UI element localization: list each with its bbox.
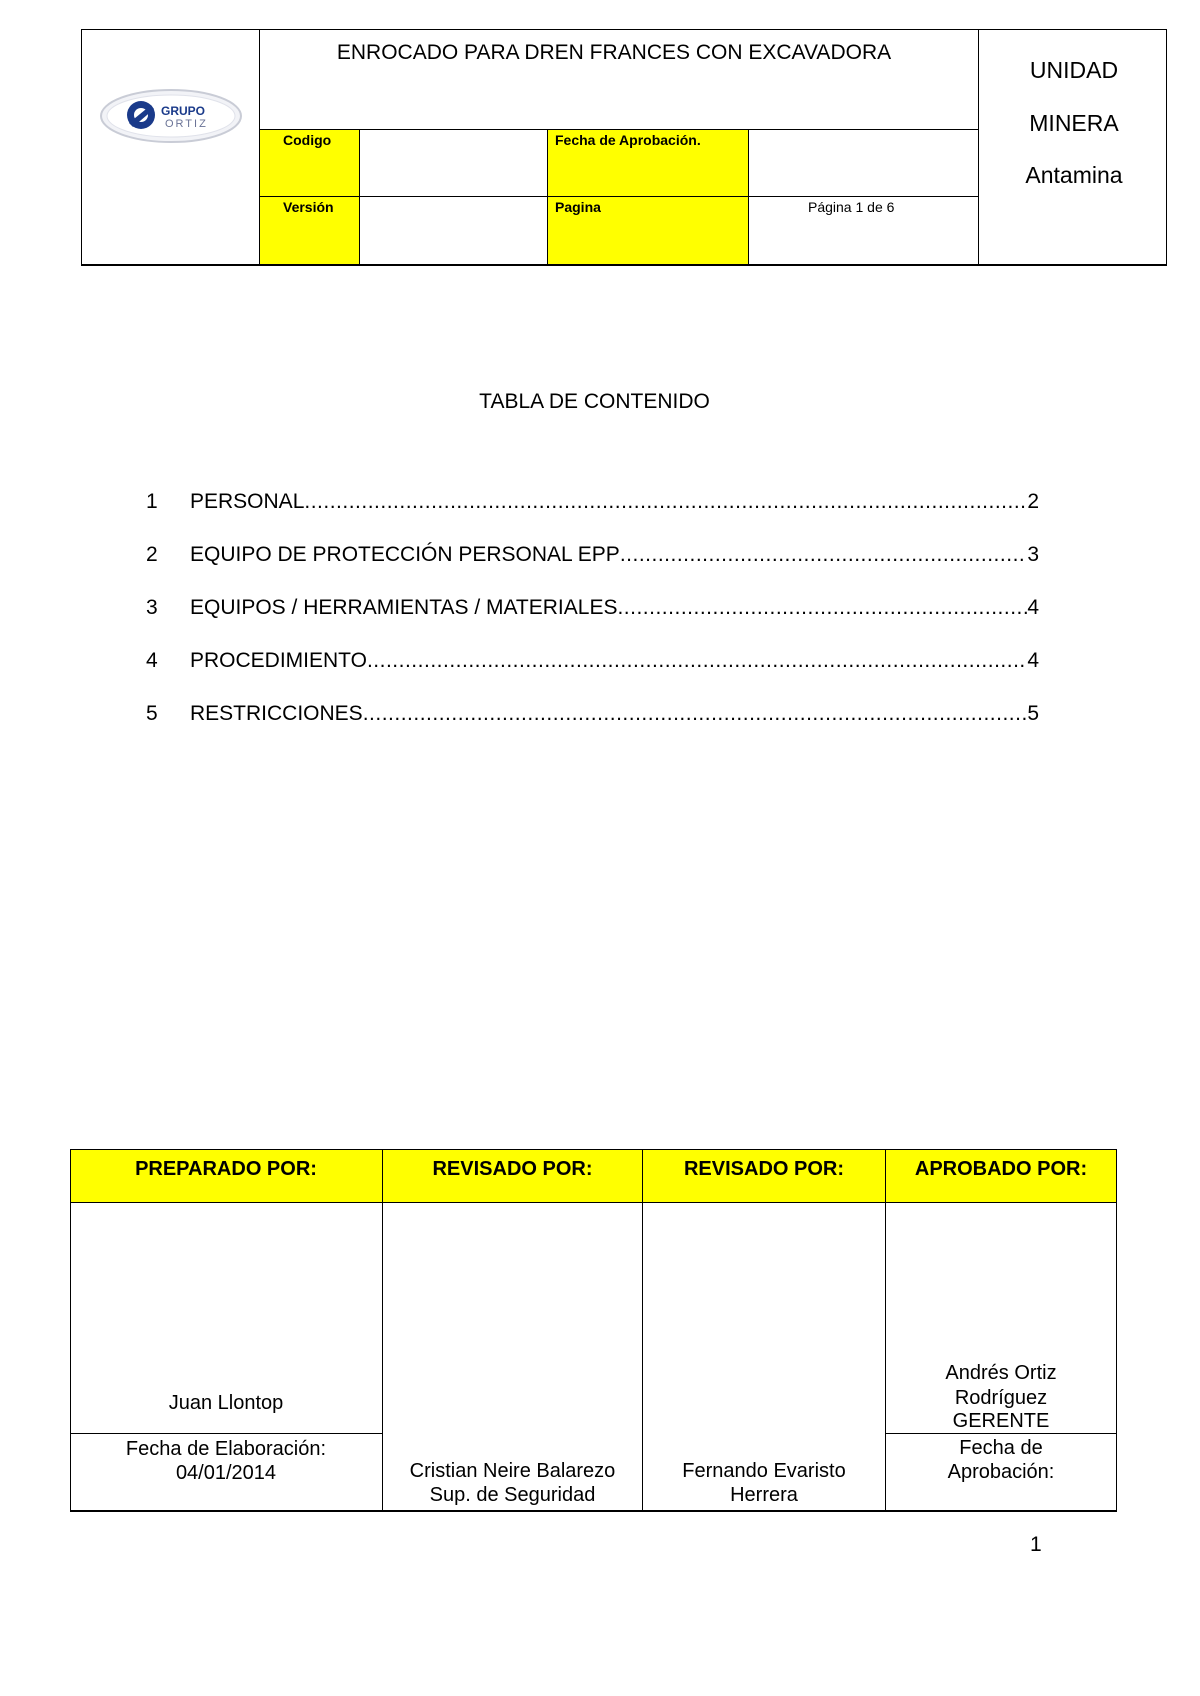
toc-entry[interactable]: [146, 596, 1039, 649]
svg-text:ORTIZ: ORTIZ: [165, 118, 208, 130]
prepared-date: 04/01/2014: [175, 1462, 277, 1484]
approver-name-line2: Rodríguez: [954, 1387, 1048, 1409]
toc-title: TABLA DE CONTENIDO: [479, 390, 710, 413]
toc-entry[interactable]: [146, 649, 1039, 702]
reviewer-2-name-line2: Herrera: [730, 1484, 798, 1506]
minera-text: MINERA: [1029, 110, 1119, 136]
toc-entry-number: 3: [146, 596, 158, 619]
reviewer-1-role: Sup. de Seguridad: [429, 1484, 596, 1506]
reviewer-2-name-line1: Fernando Evaristo: [682, 1460, 846, 1482]
toc-entry-number: 5: [146, 702, 158, 725]
fecha-pagina-label-cells: [547, 129, 748, 265]
toc-entry[interactable]: [146, 702, 1039, 755]
pagina-value: Página 1 de 6: [808, 199, 895, 215]
toc-entry-label: EQUIPOS / HERRAMIENTAS / MATERIALES: [190, 596, 618, 619]
toc-leader-dots: [617, 596, 1027, 620]
codigo-version-label-cells: [259, 129, 359, 265]
toc-entry-label: PROCEDIMIENTO: [190, 649, 367, 672]
page-number: 1: [1030, 1533, 1042, 1556]
svg-text:GRUPO: GRUPO: [161, 104, 206, 118]
table-of-contents: [146, 490, 1039, 755]
toc-entry-page: 4: [1027, 649, 1039, 672]
toc-leader-dots: [304, 490, 1027, 514]
toc-entry-label: EQUIPO DE PROTECCIÓN PERSONAL EPP: [190, 543, 620, 566]
pagina-label: Pagina: [555, 199, 601, 215]
toc-entry-number: 1: [146, 490, 158, 513]
toc-entry-label: PERSONAL: [190, 490, 305, 513]
reviewer-1-name: Cristian Neire Balarezo: [409, 1460, 616, 1482]
reviewed-by-header-2: REVISADO POR:: [683, 1158, 845, 1180]
toc-entry-page: 4: [1027, 596, 1039, 619]
document-header-table: [81, 29, 1167, 265]
approved-by-header: APROBADO POR:: [914, 1158, 1088, 1180]
toc-entry[interactable]: [146, 543, 1039, 596]
version-label: Versión: [283, 199, 334, 215]
codigo-label: Codigo: [283, 132, 332, 148]
antamina-text: Antamina: [1025, 162, 1123, 188]
approval-date-label-line2: Aprobación:: [947, 1461, 1055, 1483]
toc-entry-number: 2: [146, 543, 158, 566]
approver-role: GERENTE: [952, 1410, 1050, 1432]
grupo-ortiz-logo: [99, 87, 244, 145]
fecha-aprobacion-label: Fecha de Aprobación.: [555, 132, 701, 148]
toc-entry-number: 4: [146, 649, 158, 672]
toc-entry[interactable]: [146, 490, 1039, 543]
toc-leader-dots: [620, 543, 1027, 567]
approval-date-label-line1: Fecha de: [959, 1437, 1043, 1459]
toc-entry-page: 3: [1027, 543, 1039, 566]
toc-leader-dots: [363, 702, 1028, 726]
prepared-by-name: Juan Llontop: [168, 1392, 284, 1414]
prepared-by-header: PREPARADO POR:: [135, 1158, 317, 1180]
toc-entry-label: RESTRICCIONES: [190, 702, 363, 725]
document-title: ENROCADO PARA DREN FRANCES CON EXCAVADORA: [336, 41, 892, 64]
toc-entry-page: 5: [1027, 702, 1039, 725]
approver-name-line1: Andrés Ortiz: [945, 1362, 1057, 1384]
toc-leader-dots: [367, 649, 1027, 673]
reviewed-by-header-1: REVISADO POR:: [432, 1158, 593, 1180]
toc-entry-page: 2: [1027, 490, 1039, 513]
prepared-date-label: Fecha de Elaboración:: [125, 1438, 327, 1460]
signatures-table: [70, 1149, 1117, 1512]
unidad-text: UNIDAD: [1029, 57, 1119, 83]
